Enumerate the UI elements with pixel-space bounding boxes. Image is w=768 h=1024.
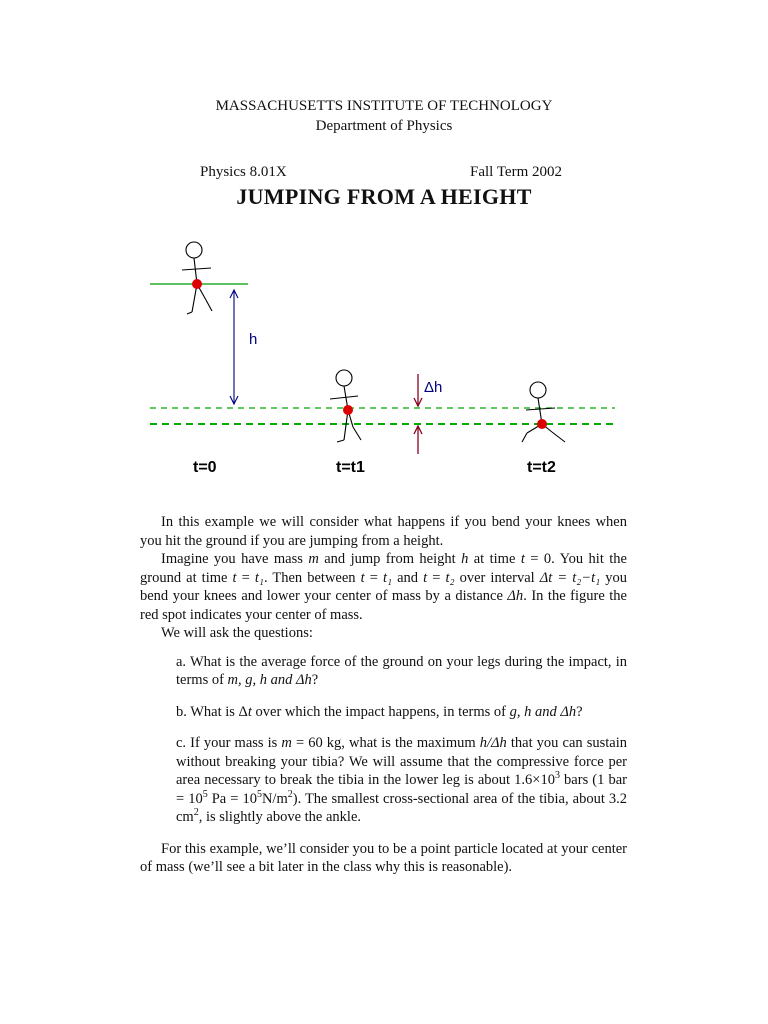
institution: MASSACHUSETTS INSTITUTE OF TECHNOLOGY [215, 98, 553, 114]
question-c: c. If your mass is m = 60 kg, what is the maximum h/Δh that you can sustain without breaking your tibia? We will assume that the compressive force per area necessary to break the tibia in the lower leg is about $1.6\times 10^3$ bars (1 bar = $10^5$ $Pa = 10^5N/m^2$). The smallest cross-sectional area of the tibia, about 3.2 $cm^2$, is slightly above the ankle. [176, 735, 627, 825]
center-of-mass-t0 [192, 279, 202, 289]
jump-figure [0, 230, 768, 480]
h-arrow [230, 290, 238, 404]
question-a: a. What is the average force of the ground on your legs during the impact, in terms of m, g, h and Δh? [176, 653, 627, 688]
course-number: Physics 8.01X [200, 164, 287, 180]
h-label: h [249, 331, 258, 348]
stick-figure-t2 [522, 382, 565, 442]
paragraph-intro: In this example we will consider what happens if you bend your knees when you hit the ground if you are jumping from a height. [140, 514, 627, 549]
label-t0: t=0 [193, 459, 217, 476]
dh-arrow [414, 374, 422, 454]
paragraph-point-particle: For this example, we’ll consider you to be a point particle located at your center of mass (we’ll see a bit later in the class why this is reasonable). [140, 840, 627, 875]
question-b: b. What is Δt over which the impact happens, in terms of g, h and Δh? [176, 703, 583, 720]
label-t2: t=t2 [527, 459, 556, 476]
stick-figure-t0 [182, 242, 212, 314]
paragraph-setup: Imagine you have mass m and jump from height h at time t = 0. You hit the ground at time t = t₁. Then between t = t₁ and t = t₂ over interval Δt = t₂−t₁ you bend your knees and lower your center of mass by a distance Δh. In the figure the red spot indicates your center of mass. [140, 551, 627, 623]
department: Department of Physics [315, 118, 453, 134]
label-t1: t=t1 [336, 459, 365, 476]
center-of-mass-t1 [343, 405, 353, 415]
body-text [140, 513, 627, 877]
page-title: JUMPING FROM A HEIGHT [236, 184, 532, 209]
term: Fall Term 2002 [470, 164, 562, 180]
paragraph-questions-intro: We will ask the questions: [161, 625, 313, 641]
dh-label: Δh [424, 379, 443, 396]
center-of-mass-t2 [537, 419, 547, 429]
